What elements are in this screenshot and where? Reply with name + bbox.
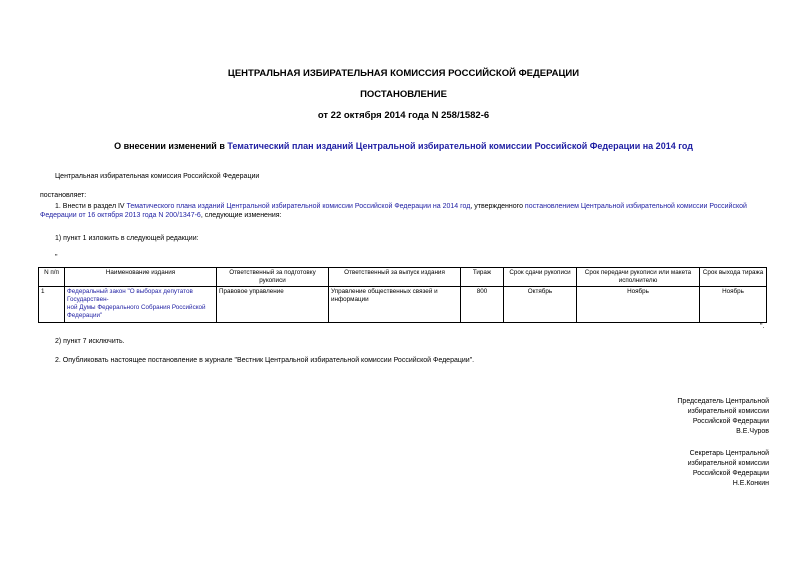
header-deadline-ms: Срок сдачи рукописи xyxy=(504,268,577,287)
resolution-link[interactable]: постановлением Центральной избирательной комиссии Российской Федерации от 16 октября 2013 года N 200/1347-6 xyxy=(40,203,747,219)
chair-name: В.Е.Чуров xyxy=(736,428,769,435)
resolves-text: постановляет: xyxy=(40,192,87,199)
cell-circulation: 800 xyxy=(461,287,504,323)
item-1-mid: , утвержденного xyxy=(470,203,525,210)
cell-name-line-2[interactable]: ной Думы Федерального Собрания Российской Федерации" xyxy=(67,304,206,319)
cell-name-line-1[interactable]: Федеральный закон "О выборах депутатов Государствен- xyxy=(67,288,193,303)
header-circulation: Тираж xyxy=(461,268,504,287)
chair-line-3: Российской Федерации xyxy=(692,418,769,425)
header-num: N п/п xyxy=(39,268,65,287)
table-header-row xyxy=(39,268,767,287)
open-quote: " xyxy=(55,254,58,261)
item-1-lead: 1. Внести в раздел IV xyxy=(55,203,127,210)
cell-resp-prep: Правовое управление xyxy=(217,287,329,323)
secretary-line-2: избирательной комиссии xyxy=(687,460,769,467)
header-name: Наименование издания xyxy=(65,268,217,287)
secretary-name: Н.Е.Конкин xyxy=(732,480,769,487)
secretary-line-3: Российской Федерации xyxy=(692,470,769,477)
subitem-2: 2) пункт 7 исключить. xyxy=(55,338,125,345)
secretary-signature xyxy=(569,449,769,489)
close-quote: ". xyxy=(760,323,765,330)
item-1-tail: , следующие изменения: xyxy=(200,212,282,219)
table-row xyxy=(39,287,767,323)
intro-text: Центральная избирательная комиссия Российской Федерации xyxy=(55,173,260,180)
chair-line-1: Председатель Центральной xyxy=(677,398,769,405)
header-deadline-release: Срок выхода тиража xyxy=(700,268,767,287)
cell-deadline-transfer: Ноябрь xyxy=(577,287,700,323)
header-resp-issue: Ответственный за выпуск издания xyxy=(329,268,461,287)
date-and-number: от 22 октября 2014 года N 258/1582-6 xyxy=(317,110,490,121)
item-2-paragraph: 2. Опубликовать настоящее постановление в журнале "Вестник Центральной избирательной комиссии Российской Федерации". xyxy=(55,357,475,364)
document-type: ПОСТАНОВЛЕНИЕ xyxy=(360,89,447,100)
header-resp-prep: Ответственный за подготовку рукописи xyxy=(217,268,329,287)
plan-table xyxy=(38,267,767,323)
cell-num: 1 xyxy=(39,287,65,323)
cell-resp-issue: Управление общественных связей и информации xyxy=(329,287,461,323)
chair-line-2: избирательной комиссии xyxy=(687,408,769,415)
item-1-paragraph xyxy=(40,202,770,220)
title-prefix: О внесении изменений в xyxy=(114,141,228,151)
title-plan-link[interactable]: Тематический план изданий Центральной избирательной комиссии Российской Федерации на 2014 год xyxy=(227,141,693,151)
header-deadline-transfer: Срок передачи рукописи или макета исполнителю xyxy=(577,268,700,287)
secretary-line-1: Секретарь Центральной xyxy=(689,450,769,457)
organization-heading: ЦЕНТРАЛЬНАЯ ИЗБИРАТЕЛЬНАЯ КОМИССИЯ РОССИЙСКОЙ ФЕДЕРАЦИИ xyxy=(227,68,580,79)
cell-name[interactable] xyxy=(65,287,217,323)
document-title xyxy=(0,141,807,151)
plan-link[interactable]: Тематического плана изданий Центральной избирательной комиссии Российской Федерации на 2014 год xyxy=(126,203,471,210)
chair-signature xyxy=(569,397,769,437)
cell-deadline-ms: Октябрь xyxy=(504,287,577,323)
subitem-1: 1) пункт 1 изложить в следующей редакции: xyxy=(55,235,199,242)
cell-deadline-release: Ноябрь xyxy=(700,287,767,323)
